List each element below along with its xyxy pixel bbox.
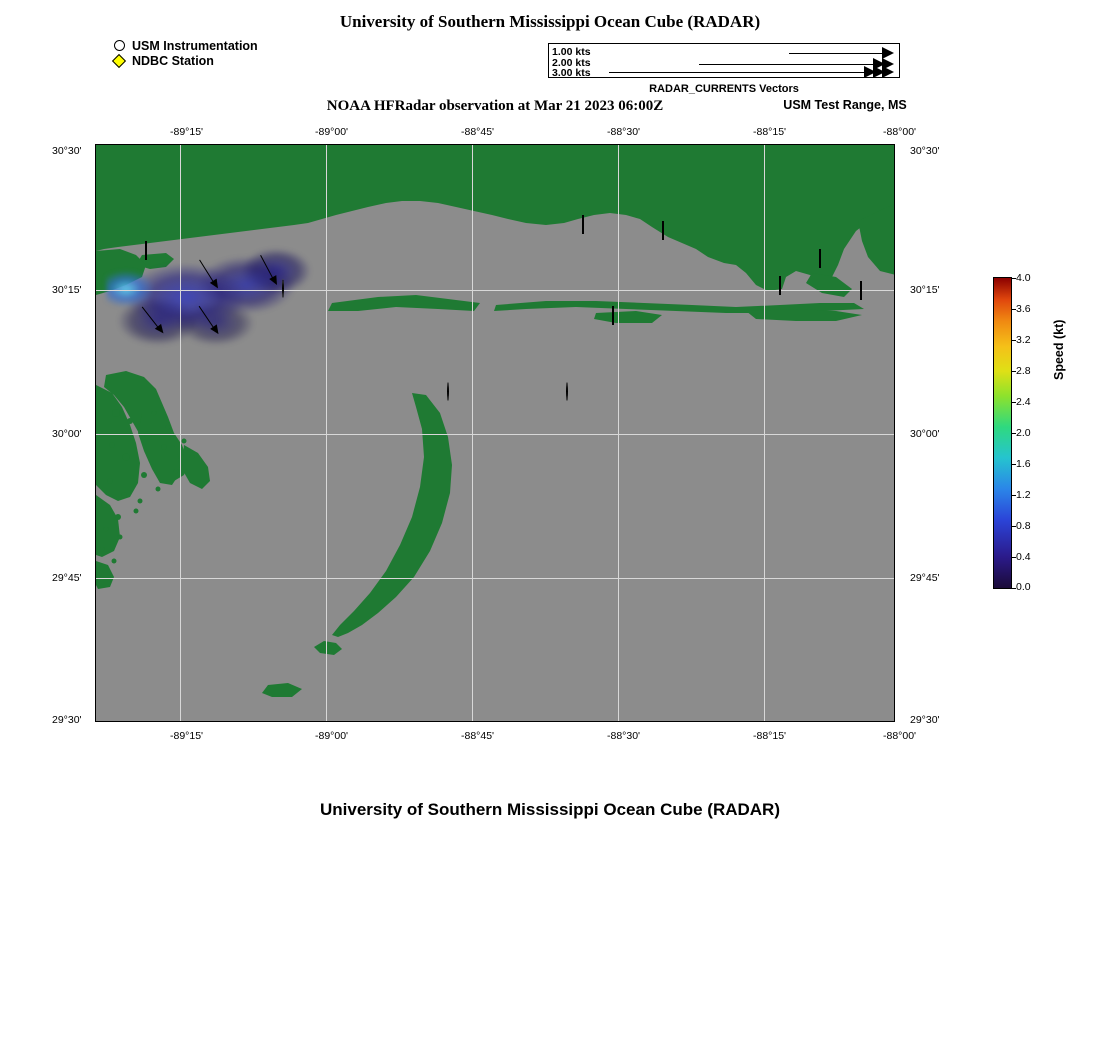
station-usm-instrumentation[interactable] bbox=[282, 280, 284, 298]
speed-colorbar bbox=[993, 277, 1012, 589]
grid-line-lon-88-30 bbox=[618, 145, 619, 721]
colorbar-tick-7: 1.2 bbox=[1016, 489, 1031, 501]
x-tick-bottom-3: -88°30' bbox=[607, 730, 641, 742]
station-ndbc[interactable] bbox=[779, 277, 781, 295]
vector-scale-label-2: 2.00 kts bbox=[552, 57, 591, 69]
x-tick-top-1: -89°00' bbox=[315, 126, 349, 138]
station-ndbc[interactable] bbox=[145, 242, 147, 260]
colorbar-tick-3: 2.8 bbox=[1016, 365, 1031, 377]
circle-icon bbox=[110, 40, 128, 51]
colorbar-tick-9: 0.4 bbox=[1016, 551, 1031, 563]
vector-scale-row-1 bbox=[549, 47, 901, 58]
y-tick-left-4: 29°30' bbox=[52, 714, 82, 726]
map-range-label: USM Test Range, MS bbox=[783, 98, 907, 112]
station-ndbc[interactable] bbox=[582, 216, 584, 234]
vector-scale-label-3: 3.00 kts bbox=[552, 67, 591, 79]
colorbar-tick-4: 2.4 bbox=[1016, 396, 1031, 408]
station-usm-instrumentation[interactable] bbox=[566, 383, 568, 401]
legend-item-usm bbox=[110, 38, 258, 53]
vector-scale-box bbox=[548, 43, 900, 78]
grid-line-lat-30-00 bbox=[96, 434, 894, 435]
station-ndbc[interactable] bbox=[860, 282, 862, 300]
grid-line-lon-88-45 bbox=[472, 145, 473, 721]
colorbar-tick-2: 3.2 bbox=[1016, 334, 1031, 346]
colorbar-tick-0: 4.0 bbox=[1016, 272, 1031, 284]
diamond-icon bbox=[110, 56, 128, 66]
vector-scale-row-3 bbox=[549, 69, 901, 80]
legend-item-ndbc bbox=[110, 53, 258, 68]
grid-line-lat-30-15 bbox=[96, 290, 894, 291]
y-tick-right-3: 29°45' bbox=[910, 572, 940, 584]
x-tick-bottom-4: -88°15' bbox=[753, 730, 787, 742]
x-tick-top-0: -89°15' bbox=[170, 126, 204, 138]
colorbar-tick-8: 0.8 bbox=[1016, 520, 1031, 532]
y-tick-left-3: 29°45' bbox=[52, 572, 82, 584]
y-tick-right-4: 29°30' bbox=[910, 714, 940, 726]
vector-scale-caption: RADAR_CURRENTS Vectors bbox=[649, 83, 799, 95]
grid-line-lat-29-45 bbox=[96, 578, 894, 579]
legend-label-ndbc: NDBC Station bbox=[132, 53, 214, 68]
station-ndbc[interactable] bbox=[819, 250, 821, 268]
vector-scale-row-2 bbox=[549, 58, 901, 69]
map-canvas[interactable] bbox=[95, 144, 895, 722]
vector-scale-label-1: 1.00 kts bbox=[552, 46, 591, 58]
colorbar-tick-10: 0.0 bbox=[1016, 581, 1031, 593]
x-tick-top-3: -88°30' bbox=[607, 126, 641, 138]
colorbar-title: Speed (kt) bbox=[1052, 319, 1066, 380]
y-tick-left-2: 30°00' bbox=[52, 428, 82, 440]
y-tick-left-1: 30°15' bbox=[52, 284, 82, 296]
colorbar-tick-6: 1.6 bbox=[1016, 458, 1031, 470]
y-tick-right-1: 30°15' bbox=[910, 284, 940, 296]
colorbar-tick-5: 2.0 bbox=[1016, 427, 1031, 439]
radar-current-field bbox=[106, 235, 326, 355]
x-tick-bottom-5: -88°00' bbox=[883, 730, 917, 742]
x-tick-bottom-1: -89°00' bbox=[315, 730, 349, 742]
x-tick-bottom-2: -88°45' bbox=[461, 730, 495, 742]
y-tick-right-0: 30°30' bbox=[910, 145, 940, 157]
y-tick-left-0: 30°30' bbox=[52, 145, 82, 157]
station-ndbc[interactable] bbox=[612, 307, 614, 325]
page-footer-title: University of Southern Mississippi Ocean Cube (RADAR) bbox=[319, 800, 780, 819]
grid-line-lon-89-15 bbox=[180, 145, 181, 721]
x-tick-top-4: -88°15' bbox=[753, 126, 787, 138]
x-tick-top-2: -88°45' bbox=[461, 126, 495, 138]
colorbar-tick-1: 3.6 bbox=[1016, 303, 1031, 315]
x-tick-top-5: -88°00' bbox=[883, 126, 917, 138]
station-ndbc[interactable] bbox=[662, 222, 664, 240]
map-subtitle: NOAA HFRadar observation at Mar 21 2023 06:00Z bbox=[326, 98, 664, 114]
y-tick-right-2: 30°00' bbox=[910, 428, 940, 440]
station-usm-instrumentation[interactable] bbox=[447, 383, 449, 401]
grid-line-lon-89-00 bbox=[326, 145, 327, 721]
x-tick-bottom-0: -89°15' bbox=[170, 730, 204, 742]
legend-label-usm: USM Instrumentation bbox=[132, 38, 258, 53]
grid-line-lon-88-15 bbox=[764, 145, 765, 721]
map-legend bbox=[110, 38, 258, 68]
page-title: University of Southern Mississippi Ocean Cube (RADAR) bbox=[339, 12, 761, 31]
